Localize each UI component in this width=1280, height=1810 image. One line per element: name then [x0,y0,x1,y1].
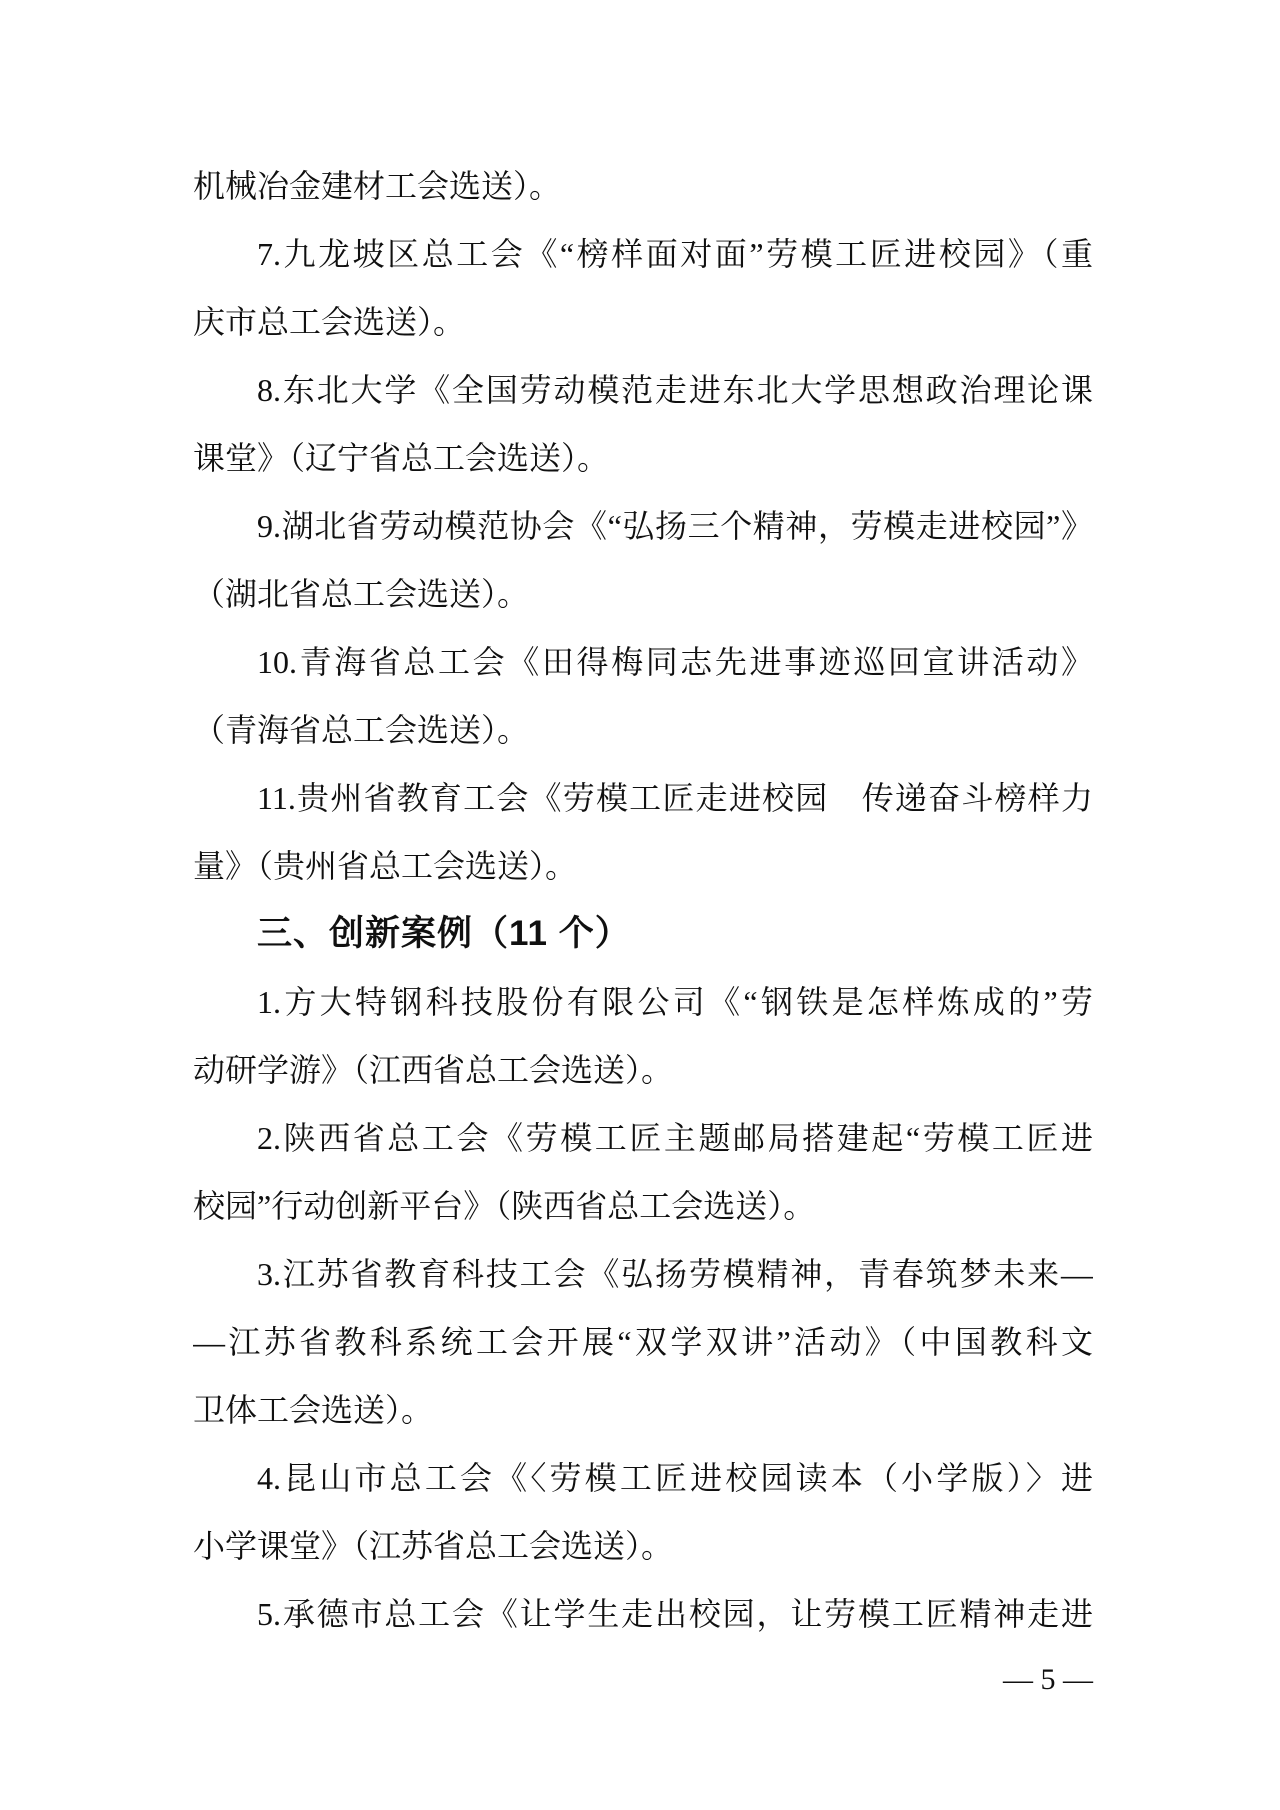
section-heading: 三、创新案例（11 个） [257,914,631,953]
document-line: 9.湖北省劳动模范协会《“弘扬三个精神，劳模走进校园”》 [257,508,1093,544]
document-line: 3.江苏省教育科技工会《弘扬劳模精神，青春筑梦未来— [257,1256,1093,1292]
document-line: 动研学游》（江西省总工会选送）。 [193,1052,674,1088]
document-line: 11.贵州省教育工会《劳模工匠走进校园 传递奋斗榜样力 [257,780,1093,816]
document-line: 课堂》（辽宁省总工会选送）。 [193,440,610,476]
page-number: — 5 — [1003,1663,1093,1696]
document-line: 10.青海省总工会《田得梅同志先进事迹巡回宣讲活动》 [257,644,1093,680]
document-line: 校园”行动创新平台》（陕西省总工会选送）。 [193,1188,816,1224]
document-line: 小学课堂》（江苏省总工会选送）。 [193,1528,674,1564]
document-line: （青海省总工会选送）。 [193,712,530,748]
document-line: 量》（贵州省总工会选送）。 [193,848,578,884]
document-line: —江苏省教科系统工会开展“双学双讲”活动》（中国教科文 [193,1324,1093,1360]
document-line: 5.承德市总工会《让学生走出校园，让劳模工匠精神走进 [257,1596,1093,1632]
document-line: 机械冶金建材工会选送）。 [193,168,562,204]
document-line: 7.九龙坡区总工会《“榜样面对面”劳模工匠进校园》（重 [257,236,1093,272]
document-line: 2.陕西省总工会《劳模工匠主题邮局搭建起“劳模工匠进 [257,1120,1093,1156]
document-line: 8.东北大学《全国劳动模范走进东北大学思想政治理论课 [257,372,1093,408]
document-text-block [193,152,1093,1648]
document-line: （湖北省总工会选送）。 [193,576,530,612]
document-line: 1.方大特钢科技股份有限公司《“钢铁是怎样炼成的”劳 [257,984,1093,1020]
document-line: 4.昆山市总工会《〈劳模工匠进校园读本（小学版）〉进 [257,1460,1093,1496]
document-line: 庆市总工会选送）。 [193,304,466,340]
document-line: 卫体工会选送）。 [193,1392,434,1428]
